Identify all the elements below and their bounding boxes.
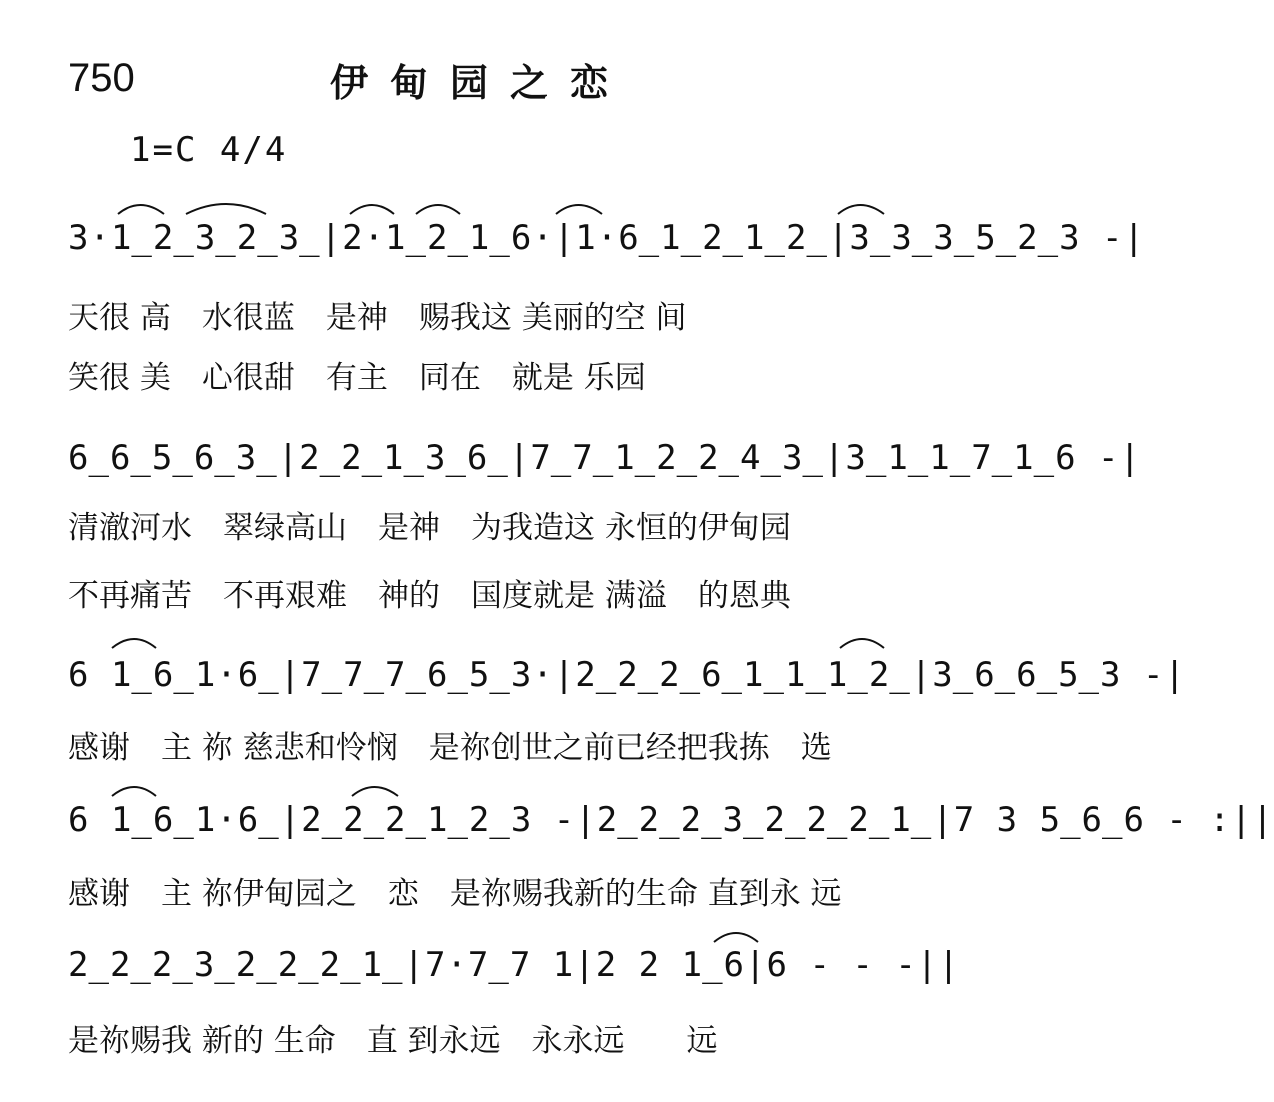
slur-arc xyxy=(352,787,398,796)
slur-arc xyxy=(556,205,602,214)
notation-line-3: 6 1̲6̲1·6̲|7̲7̲7̲6̲5̲3·|2̲2̲2̲6̲1̲1̲1̲2̲|3̲6̲6̲5̲3 -| xyxy=(68,655,1186,695)
lyrics-line-2-verse-2: 不再痛苦 不再艰难 神的 国度就是 满溢 的恩典 xyxy=(68,578,791,614)
lyrics-line-1-verse-1: 天很 高 水很蓝 是神 赐我这 美丽的空 间 xyxy=(68,300,687,336)
notation-line-5: 2̲2̲2̲3̲2̲2̲2̲1̲|7·7̲7 1|2 2 1̲6|6 - - -|| xyxy=(68,945,960,985)
lyrics-line-4: 感谢 主 祢伊甸园之 恋 是祢赐我新的生命 直到永 远 xyxy=(68,876,842,912)
lyrics-line-3: 感谢 主 祢 慈悲和怜悯 是祢创世之前已经把我拣 选 xyxy=(68,730,832,766)
slur-arc xyxy=(840,639,884,648)
notation-line-2: 6̲6̲5̲6̲3̲|2̲2̲1̲3̲6̲|7̲7̲1̲2̲2̲4̲3̲|3̲1̲1̲7̲1̲6 -| xyxy=(68,438,1141,478)
slur-arc xyxy=(416,205,460,214)
slur-arc xyxy=(838,205,884,214)
hymn-number: 750 xyxy=(68,56,135,100)
slur-arc xyxy=(112,787,156,796)
slur-arc xyxy=(112,639,156,648)
slur-arc xyxy=(186,204,266,214)
notation-line-4: 6 1̲6̲1·6̲|2̲2̲2̲1̲2̲3 -|2̲2̲2̲3̲2̲2̲2̲1̲|7 3 5̲6̲6 - :|| xyxy=(68,800,1274,840)
lyrics-line-2-verse-1: 清澈河水 翠绿高山 是神 为我造这 永恒的伊甸园 xyxy=(68,510,791,546)
key-time-signature: 1=C 4/4 xyxy=(130,130,288,170)
lyrics-line-1-verse-2: 笑很 美 心很甜 有主 同在 就是 乐园 xyxy=(68,360,646,396)
slur-arc xyxy=(350,205,394,214)
song-title: 伊甸园之恋 xyxy=(330,60,631,105)
notation-line-1: 3·1̲2̲3̲2̲3̲|2·1̲2̲1̲6·|1·6̲1̲2̲1̲2̲|3̲3̲3̲5̲2̲3 -| xyxy=(68,218,1145,258)
slur-arc xyxy=(714,933,758,942)
slur-arc xyxy=(118,205,164,214)
lyrics-line-5: 是祢赐我 新的 生命 直 到永远 永永远 远 xyxy=(68,1023,718,1059)
